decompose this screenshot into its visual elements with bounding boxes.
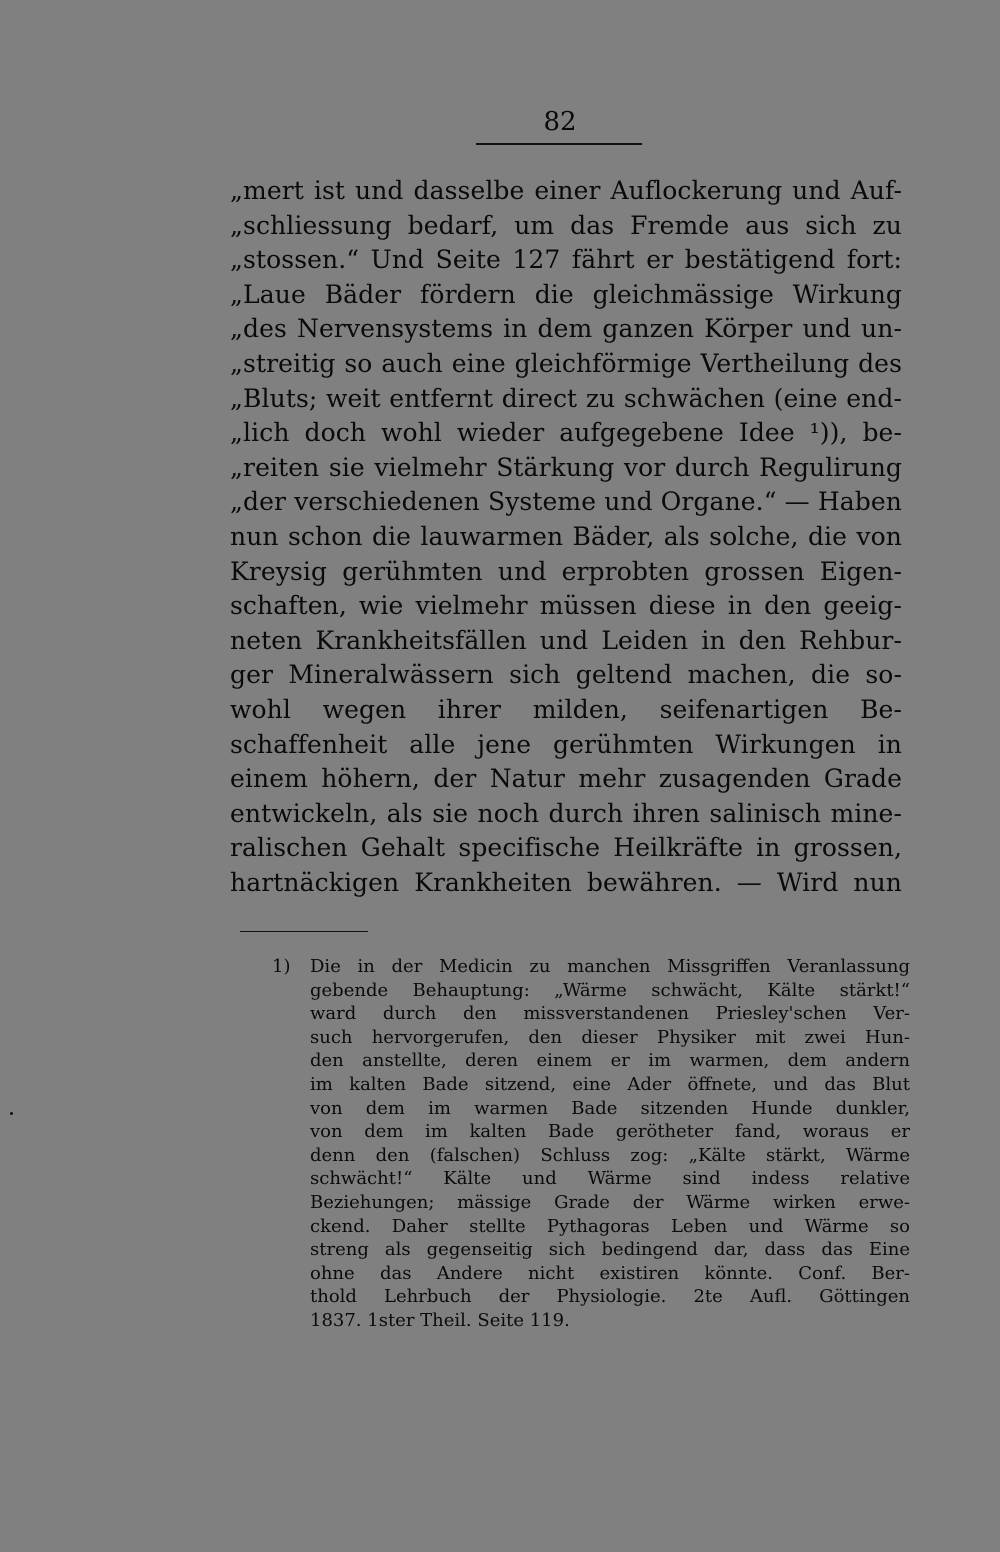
- footnote-text: Die in der Medicin zu manchen Missgriffen Veranlassung: [310, 956, 910, 977]
- footnote-line: ohne das Andere nicht existiren könnte. Conf. Ber-: [310, 1262, 910, 1284]
- body-line: entwickeln, als sie noch durch ihren salinisch mine-: [230, 798, 902, 828]
- scan-speck: [10, 1112, 13, 1115]
- footnote-line: im kalten Bade sitzend, eine Ader öffnete, und das Blut: [310, 1073, 910, 1095]
- body-line: Kreysig gerühmten und erprobten grossen Eigen-: [230, 556, 902, 586]
- body-text: [230, 174, 902, 900]
- footnote-rule: [240, 931, 368, 932]
- footnote-line: streng als gegenseitig sich bedingend dar, dass das Eine: [310, 1239, 910, 1261]
- body-line: „stossen.“ Und Seite 127 fährt er bestätigend fort:: [230, 245, 902, 275]
- body-line: nun schon die lauwarmen Bäder, als solche, die von: [230, 521, 902, 551]
- footnote-line: den anstellte, deren einem er im warmen, dem andern: [310, 1050, 910, 1072]
- footnote-line: von dem im warmen Bade sitzenden Hunde dunkler,: [310, 1097, 910, 1119]
- body-line: schaffenheit alle jene gerühmten Wirkungen in: [230, 729, 902, 759]
- body-line: „des Nervensystems in dem ganzen Körper und un-: [230, 314, 902, 344]
- footnote-marker: 1): [272, 956, 291, 977]
- body-line: einem höhern, der Natur mehr zusagenden Grade: [230, 764, 902, 794]
- footnote: [272, 955, 910, 1333]
- footnote-line: von dem im kalten Bade geröthеter fand, woraus er: [310, 1121, 910, 1143]
- body-line: wohl wegen ihrer milden, seifenartigen Be-: [230, 694, 902, 724]
- footnote-line: thold Lehrbuch der Physiologie. 2te Aufl. Göttingen: [310, 1286, 910, 1308]
- body-line: „reiten sie vielmehr Stärkung vor durch Regulirung: [230, 452, 902, 482]
- footnote-line: ward durch den missverstandenen Priesley'schen Ver-: [310, 1003, 910, 1025]
- body-line: ralischen Gehalt specifische Heilkräfte in grossen,: [230, 833, 902, 863]
- footnote-line: 1837. 1ster Theil. Seite 119.: [310, 1309, 570, 1331]
- body-line: hartnäckigen Krankheiten bewähren. — Wird nun: [230, 867, 902, 897]
- body-line: „mert ist und dasselbe einer Auflockerung und Auf-: [230, 176, 902, 205]
- body-line: „lich doch wohl wieder aufgegebene Idee ¹)), be-: [230, 418, 902, 448]
- footnote-line: [272, 955, 910, 979]
- footnote-line: schwächt!“ Kälte und Wärme sind indess relative: [310, 1168, 910, 1190]
- footnote-line: such hervorgerufen, den dieser Physiker mit zwei Hun-: [310, 1026, 910, 1048]
- footnote-line: denn den (falschen) Schluss zog: „Kälte stärkt, Wärme: [310, 1144, 910, 1166]
- body-line: „schliessung bedarf, um das Fremde aus sich zu: [230, 210, 902, 240]
- header-rule: [476, 143, 642, 145]
- footnote-line: Beziehungen; mässige Grade der Wärme wirken erwe-: [310, 1191, 910, 1213]
- body-line: „der verschiedenen Systeme und Organe.“ — Haben: [230, 487, 902, 517]
- body-line: neten Krankheitsfällen und Leiden in den Rehbur-: [230, 625, 902, 655]
- body-line: „Bluts; weit entfernt direct zu schwächen (eine end-: [230, 383, 902, 413]
- footnote-line: gebende Behauptung: „Wärme schwächt, Kälte stärkt!“: [310, 979, 910, 1001]
- body-line: schaften, wie vielmehr müssen diese in den geeig-: [230, 591, 902, 621]
- page-number: 82: [543, 107, 577, 137]
- body-line: „Laue Bäder fördern die gleichmässige Wirkung: [230, 279, 902, 309]
- body-line: „streitig so auch eine gleichförmige Vertheilung des: [230, 348, 902, 378]
- body-line: ger Mineralwässern sich geltend machen, die so-: [230, 660, 902, 690]
- footnote-line: ckend. Daher stellte Pythagoras Leben und Wärme so: [310, 1215, 910, 1237]
